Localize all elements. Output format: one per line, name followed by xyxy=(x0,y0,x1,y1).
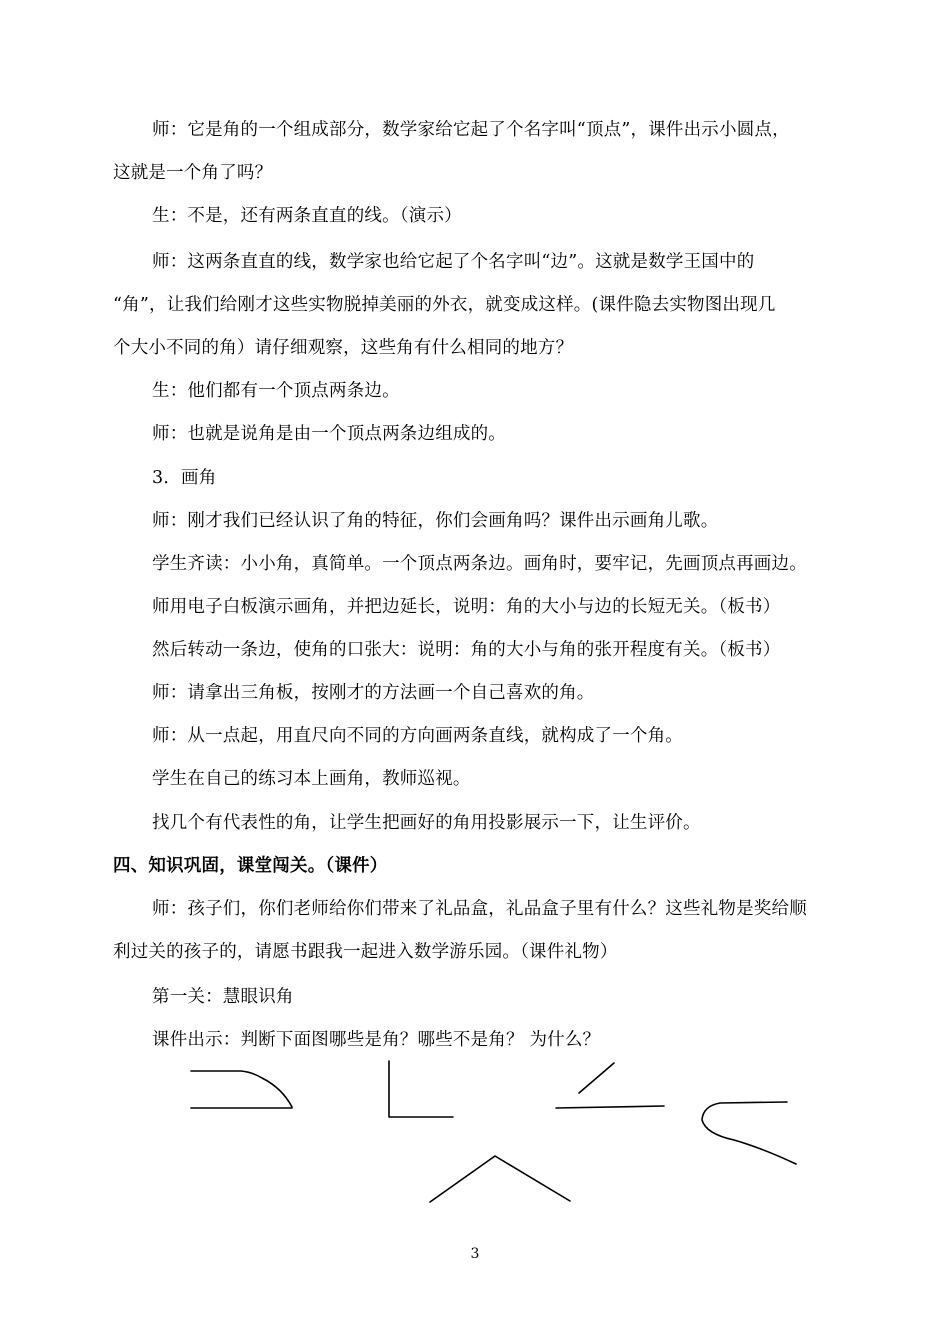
paragraph-line: 找几个有代表性的角，让学生把画好的角用投影展示一下，让生评价。 xyxy=(152,813,701,833)
paragraph-line: “角”，让我们给刚才这些实物脱掉美丽的外衣，就变成这样。(课件隐去实物图出现几 xyxy=(113,295,776,315)
paragraph-line: 学生在自己的练习本上画角，教师巡视。 xyxy=(152,769,471,789)
separate-lines-figure-short xyxy=(579,1063,614,1093)
paragraph-line: 师：它是角的一个组成部分，数学家给它起了个名字叫“顶点”，课件出示小圆点， xyxy=(152,120,790,140)
paragraph-line: 师用电子白板演示画角，并把边延长，说明：角的大小与边的长短无关。（板书） xyxy=(152,597,781,617)
angle-figure xyxy=(430,1156,570,1202)
paragraph-line: 生：不是，还有两条直直的线。（演示） xyxy=(152,206,462,226)
paragraph-line: 师：孩子们，你们老师给你们带来了礼品盒，礼品盒子里有什么？这些礼物是奖给顺 xyxy=(152,899,807,919)
paragraph-line: 师：刚才我们已经认识了角的特征，你们会画角吗？课件出示画角儿歌。 xyxy=(152,511,719,531)
curved-figure-2 xyxy=(702,1102,796,1164)
curved-figure-1 xyxy=(191,1071,292,1107)
paragraph-line: 师：从一点起，用直尺向不同的方向画两条直线，就构成了一个角。 xyxy=(152,726,683,746)
paragraph-line: 师：请拿出三角板，按刚才的方法画一个自己喜欢的角。 xyxy=(152,683,595,703)
paragraph-line: 第一关：慧眼识角 xyxy=(152,987,294,1007)
paragraph-line: 师：也就是说角是由一个顶点两条边组成的。 xyxy=(152,424,506,444)
paragraph-line: 然后转动一条边，使角的口张大：说明：角的大小与角的张开程度有关。（板书） xyxy=(152,640,781,660)
section-heading: 3．画角 xyxy=(152,468,217,488)
paragraph-line: 这就是一个角了吗？ xyxy=(113,163,273,183)
paragraph-line: 个大小不同的角）请仔细观察，这些角有什么相同的地方？ xyxy=(113,338,574,358)
paragraph-line: 生：他们都有一个顶点两条边。 xyxy=(152,381,400,401)
separate-lines-figure-long xyxy=(556,1106,664,1108)
section-heading: 四、知识巩固，课堂闯关。（课件） xyxy=(113,856,388,876)
paragraph-line: 学生齐读：小小角，真简单。一个顶点两条边。画角时，要牢记，先画顶点再画边。 xyxy=(152,554,807,574)
right-angle-figure xyxy=(389,1061,453,1117)
page-number: 3 xyxy=(470,1246,480,1262)
paragraph-line: 师：这两条直直的线，数学家也给它起了个名字叫“边”。这就是数学王国中的 xyxy=(152,252,755,272)
paragraph-line: 利过关的孩子的，请愿书跟我一起进入数学游乐园。（课件礼物） xyxy=(113,942,618,962)
paragraph-line: 课件出示：判断下面图哪些是角？哪些不是角？ 为什么？ xyxy=(152,1030,601,1050)
